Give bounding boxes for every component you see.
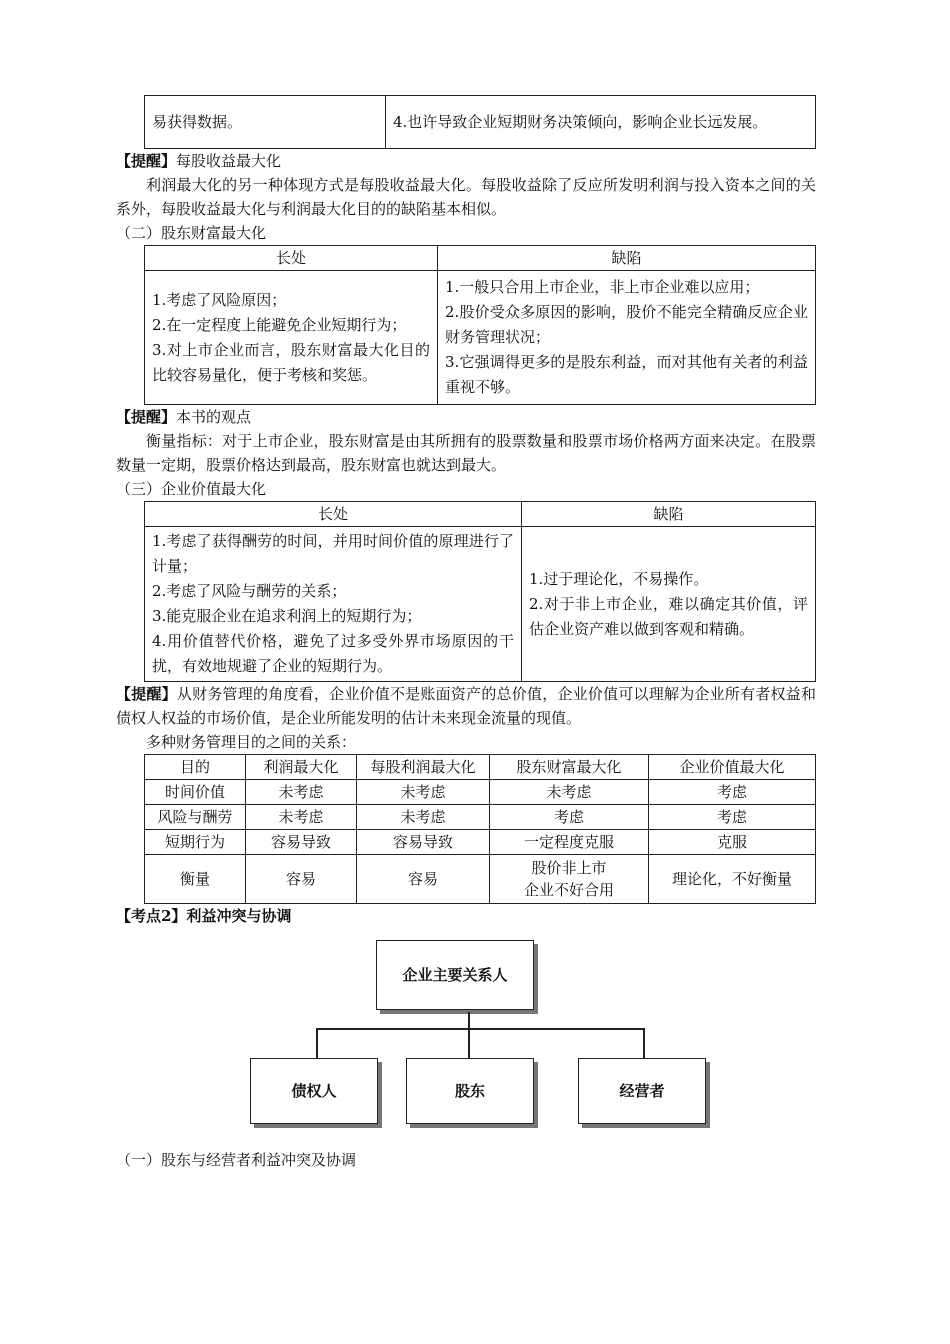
pros-cell (145, 271, 438, 405)
list-item: 2.考虑了风险与酬劳的关系； (152, 582, 347, 600)
table-row (145, 271, 816, 405)
section-heading: （二）股东财富最大化 (116, 224, 267, 242)
table-cell: 风险与酬劳 (145, 805, 246, 830)
diagram-root-label: 企业主要关系人 (402, 966, 508, 984)
list-item: 1.考虑了获得酬劳的时间，并用时间价值的原理进行了计量； (152, 532, 514, 575)
table-cell: 理论化，不好衡量 (649, 855, 816, 904)
list-item: 2.在一定程度上能避免企业短期行为； (152, 315, 407, 334)
table-row (145, 805, 816, 830)
cell-line: 企业不好合用 (523, 881, 614, 899)
table-header-row (145, 502, 816, 527)
list-item: 3.能克服企业在追求利润上的短期行为； (152, 607, 422, 625)
table-cell: 未考虑 (357, 780, 490, 805)
section-heading: （一）股东与经营者利益冲突及协调 (116, 1151, 357, 1169)
table-row (145, 780, 816, 805)
column-header: 每股利润最大化 (357, 755, 490, 780)
cell-line: 股价非上市 (531, 859, 607, 877)
column-header: 利润最大化 (246, 755, 357, 780)
table-cell: 容易导致 (357, 830, 490, 855)
column-header: 缺陷 (522, 502, 816, 527)
table-cell: 衡量 (145, 855, 246, 904)
document-page (116, 95, 816, 1172)
column-header: 缺陷 (438, 246, 816, 271)
list-item: 4.用价值替代价格，避免了过多受外界市场原因的干扰，有效地规避了企业的短期行为。 (152, 632, 514, 675)
table-goals-comparison (144, 754, 816, 904)
table-row (145, 96, 816, 149)
list-item: 3.对上市企业而言，股东财富最大化目的比较容易量化，便于考核和奖惩。 (152, 340, 430, 384)
diagram-child-label: 经营者 (619, 1082, 665, 1100)
list-item: 2.对于非上市企业，难以确定其价值，评估企业资产难以做到客观和精确。 (529, 594, 808, 638)
cons-cell (522, 527, 816, 682)
table-cell: 容易导致 (246, 830, 357, 855)
table-cell: 考虑 (649, 805, 816, 830)
table-cell (490, 855, 649, 904)
diagram-child-box (406, 1058, 534, 1124)
paragraph: 多种财务管理目的之间的关系： (146, 733, 357, 751)
diagram-child-label: 债权人 (291, 1082, 337, 1100)
table-cell: 一定程度克服 (490, 830, 649, 855)
tip-heading (116, 149, 816, 173)
table-cell: 未考虑 (246, 805, 357, 830)
tip-label: 【提醒】 (116, 152, 177, 170)
table-cell: 未考虑 (490, 780, 649, 805)
table-shareholder-wealth (144, 245, 816, 405)
connector-line (468, 1012, 470, 1028)
table-cell: 未考虑 (246, 780, 357, 805)
list-item: 1.过于理论化，不易操作。 (529, 569, 709, 588)
table-header-row (145, 246, 816, 271)
tip-heading (116, 405, 816, 429)
paragraph: 衡量指标：对于上市企业，股东财富是由其所拥有的股票数量和股票市场价格两方面来决定。在股票数量一定期，股票价格达到最高，股东财富也就达到最大。 (116, 432, 816, 474)
diagram-child-label: 股东 (454, 1082, 485, 1100)
table-cell: 4.也许导致企业短期财务决策倾向，影响企业长远发展。 (386, 96, 816, 149)
point-heading: 【考点2】利益冲突与协调 (116, 907, 292, 925)
paragraph: 利润最大化的另一种体现方式是每股收益最大化。每股收益除了反应所发明利润与投入资本之间的关系外，每股收益最大化与利润最大化目的的缺陷基本相似。 (116, 176, 816, 218)
table-cell: 时间价值 (145, 780, 246, 805)
cons-cell (438, 271, 816, 405)
connector-line (643, 1028, 645, 1058)
column-header: 股东财富最大化 (490, 755, 649, 780)
relationship-diagram (116, 934, 816, 1130)
connector-line (316, 1028, 644, 1030)
column-header: 目的 (145, 755, 246, 780)
table-row (145, 855, 816, 904)
list-item: 1.一般只合用上市企业，非上市企业难以应用； (445, 278, 760, 296)
table-row (145, 830, 816, 855)
tip-title: 本书的观点 (176, 408, 252, 426)
diagram-child-box (250, 1058, 378, 1124)
diagram-child-box (578, 1058, 706, 1124)
connector-line (316, 1028, 318, 1058)
table-cell: 易获得数据。 (145, 96, 386, 149)
section-heading: （三）企业价值最大化 (116, 480, 267, 498)
table-cell: 容易 (357, 855, 490, 904)
column-header: 长处 (145, 246, 438, 271)
tip-text: 从财务管理的角度看，企业价值不是账面资产的总价值，企业价值可以理解为企业所有者权益和债权人权益的市场价值，是企业所能发明的估计未来现金流量的现值。 (116, 685, 816, 727)
table-continued (144, 95, 816, 149)
table-cell: 短期行为 (145, 830, 246, 855)
column-header: 企业价值最大化 (649, 755, 816, 780)
table-cell: 克服 (649, 830, 816, 855)
tip-label: 【提醒】 (116, 408, 177, 426)
diagram-root-box (376, 940, 534, 1010)
tip-title: 每股收益最大化 (176, 152, 282, 170)
table-cell: 未考虑 (357, 805, 490, 830)
table-cell: 容易 (246, 855, 357, 904)
tip-label: 【提醒】 (116, 685, 177, 703)
table-row (145, 527, 816, 682)
list-item: 1.考虑了风险原因； (152, 290, 287, 309)
table-enterprise-value (144, 501, 816, 682)
pros-cell (145, 527, 522, 682)
table-cell: 考虑 (649, 780, 816, 805)
list-item: 2.股价受众多原因的影响，股价不能完全精确反应企业财务管理状况； (445, 303, 808, 346)
tip-paragraph (116, 682, 816, 730)
column-header: 长处 (145, 502, 522, 527)
table-header-row (145, 755, 816, 780)
table-cell: 考虑 (490, 805, 649, 830)
connector-line (468, 1028, 470, 1058)
list-item: 3.它强调得更多的是股东利益，而对其他有关者的利益重视不够。 (445, 353, 808, 396)
